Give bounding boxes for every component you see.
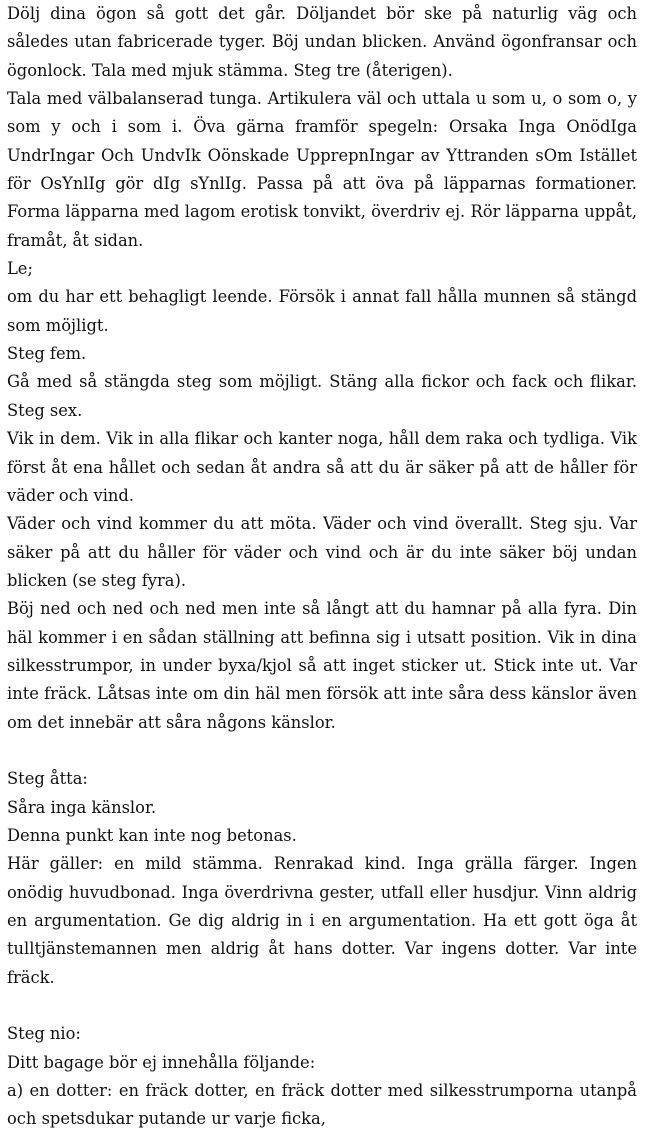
paragraph: Steg fem. bbox=[7, 344, 87, 364]
section-heading: Steg nio: bbox=[7, 1024, 81, 1044]
paragraph: om du har ett behagligt leende. Försök i annat fall hålla munnen så stängd som möjligt. bbox=[7, 287, 637, 335]
blank-line bbox=[7, 992, 637, 1020]
paragraph: Dölj dina ögon så gott det går. Döljandet bör ske på naturlig väg och således utan fabricerade tyger. Böj undan blicken. Använd ögonfransar och ögonlock. Tala med mjuk stämma. Steg tre (återigen). bbox=[7, 4, 637, 80]
paragraph: Såra inga känslor. bbox=[7, 797, 157, 817]
paragraph: Denna punkt kan inte nog betonas. bbox=[7, 825, 297, 845]
paragraph: Tala med välbalanserad tunga. Artikulera väl och uttala u som u, o som o, y som y och i som i. Öva gärna framför spegeln: Orsaka Inga OnödIga UndrIngar Och UndvIk Oönskade UpprepnIngar av Yttranden sOm Istället för OsYnlIg gör dIg sYnlIg. Passa på att öva på läpparnas formationer. Forma läpparna med lagom erotisk tonvikt, överdriv ej. Rör läpparna uppåt, framåt, åt sidan. bbox=[7, 89, 637, 250]
paragraph: Vik in dem. Vik in alla flikar och kanter noga, håll dem raka och tydliga. Vik först åt ena hållet och sedan åt andra så att du är säker på att de håller för väder och vind. bbox=[7, 429, 637, 505]
paragraph: Böj ned och ned och ned men inte så långt att du hamnar på alla fyra. Din häl kommer i en sådan ställning att befinna sig i utsatt position. Vik in dina silkesstrumpor, in under byxa/kjol så att inget sticker ut. Stick inte ut. Var inte fräck. Låtsas inte om din häl men försök att inte såra dess känslor även om det innebär att såra någons känslor. bbox=[7, 599, 637, 732]
paragraph: Gå med så stängda steg som möjligt. Stäng alla fickor och fack och flikar. Steg sex. bbox=[7, 372, 637, 420]
paragraph: Ditt bagage bör ej innehålla följande: bbox=[7, 1052, 316, 1072]
document-body bbox=[7, 0, 637, 1134]
blank-line bbox=[7, 737, 637, 765]
paragraph: Här gäller: en mild stämma. Renrakad kind. Inga grälla färger. Ingen onödig huvudbonad. Inga överdrivna gester, utfall eller husdjur. Vinn aldrig en argumentation. Ge dig aldrig in i en argumentation. Ha ett gott öga åt tulltjänstemannen men aldrig åt hans dotter. Var ingens dotter. Var inte fräck. bbox=[7, 854, 637, 987]
paragraph: Le; bbox=[7, 259, 33, 279]
list-item: a) en dotter: en fräck dotter, en fräck dotter med silkesstrumporna utanpå och spetsdukar putande ur varje ficka, bbox=[7, 1081, 637, 1129]
paragraph: Väder och vind kommer du att möta. Väder och vind överallt. Steg sju. Var säker på att du håller för väder och vind och är du inte säker böj undan blicken (se steg fyra). bbox=[7, 514, 637, 590]
section-heading: Steg åtta: bbox=[7, 769, 88, 789]
